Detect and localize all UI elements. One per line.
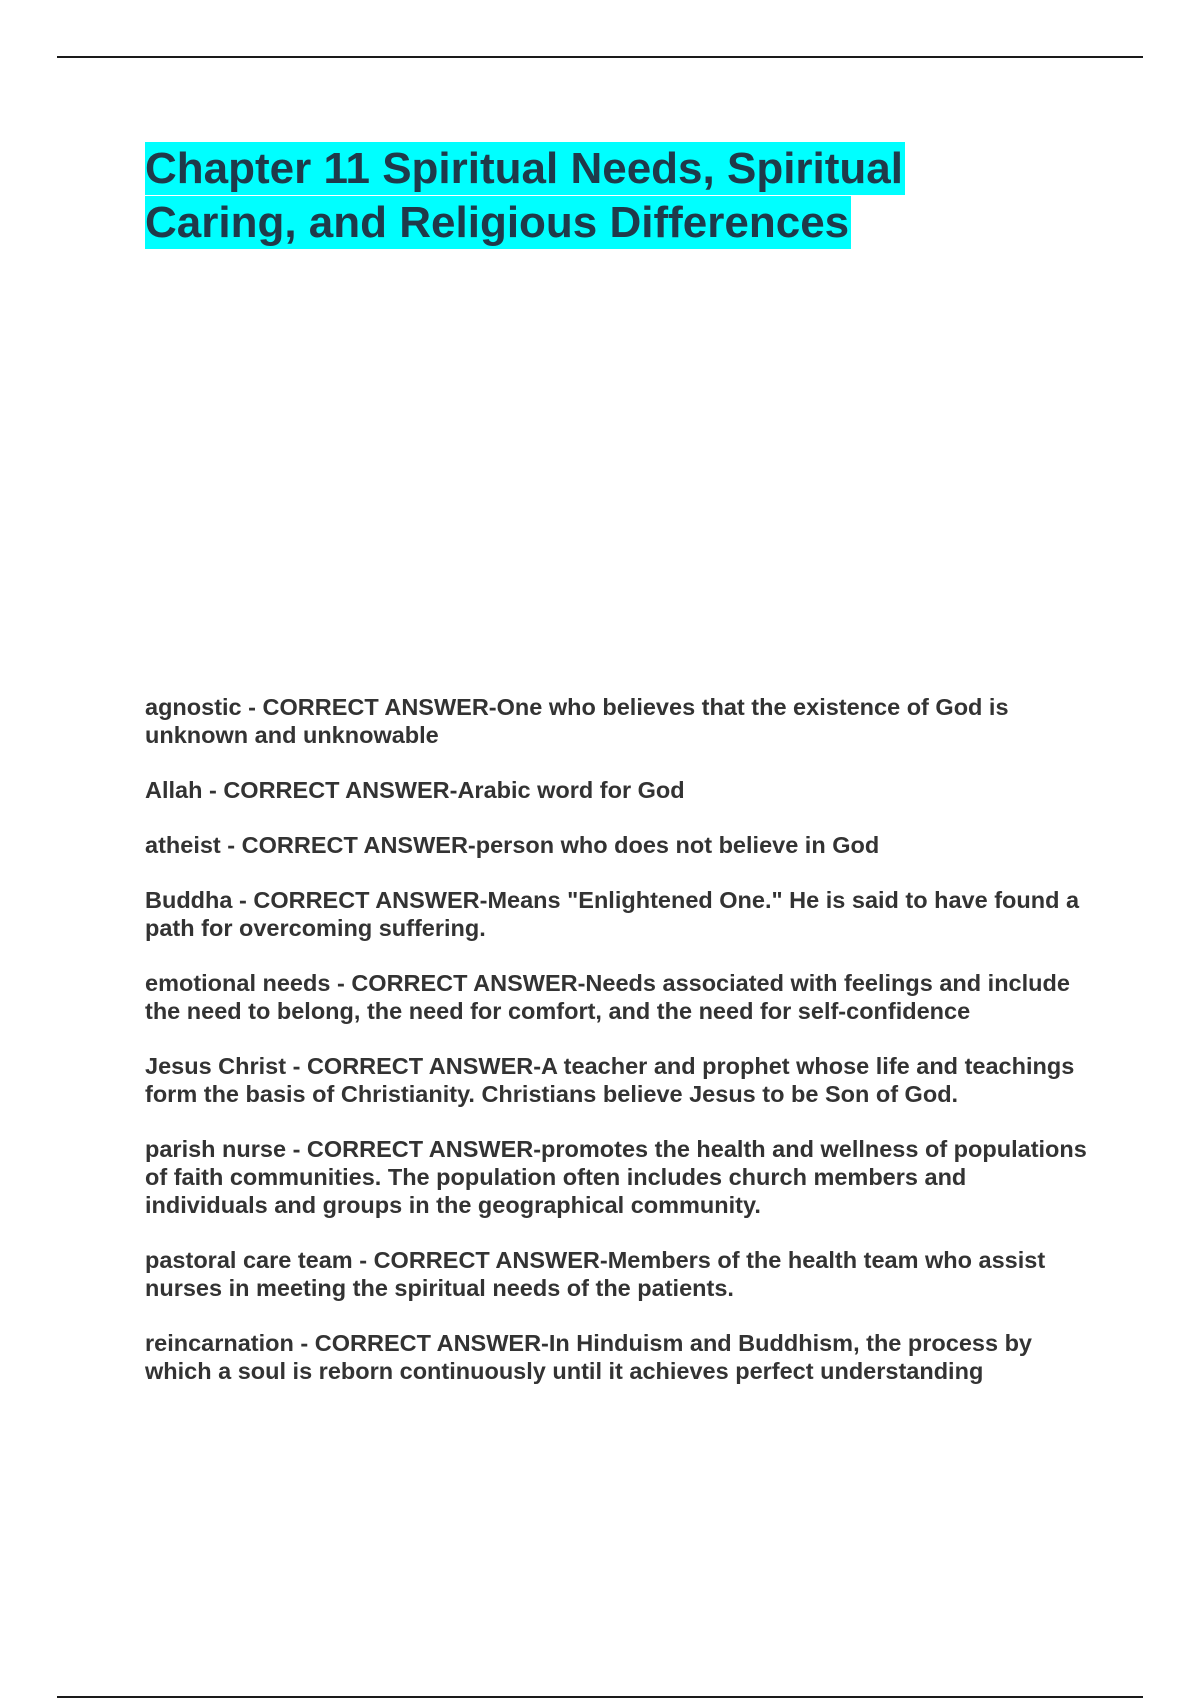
bottom-divider <box>57 1696 1143 1698</box>
flashcard-entry: Buddha - CORRECT ANSWER-Means "Enlightened One." He is said to have found a path for overcoming suffering. <box>145 887 1080 941</box>
flashcard-entry: pastoral care team - CORRECT ANSWER-Members of the health team who assist nurses in meeting the spiritual needs of the patients. <box>145 1247 1046 1301</box>
flashcard-entry: atheist - CORRECT ANSWER-person who does not believe in God <box>145 832 880 858</box>
flashcard-entry: Jesus Christ - CORRECT ANSWER-A teacher and prophet whose life and teachings form the basis of Christianity. Christians believe Jesus to be Son of God. <box>145 1053 1075 1107</box>
title-line-1: Chapter 11 Spiritual Needs, Spiritual <box>145 144 903 193</box>
top-divider <box>57 56 1143 58</box>
flashcard-list <box>145 693 1095 1412</box>
flashcard-entry: Allah - CORRECT ANSWER-Arabic word for God <box>145 777 685 803</box>
page-title <box>145 142 1095 250</box>
flashcard-entry: agnostic - CORRECT ANSWER-One who believes that the existence of God is unknown and unknowable <box>145 694 1009 748</box>
flashcard-entry: parish nurse - CORRECT ANSWER-promotes the health and wellness of populations of faith communities. The population often includes church members and individuals and groups in the geographical community. <box>145 1136 1087 1218</box>
title-line-2: Caring, and Religious Differences <box>145 198 850 247</box>
flashcard-entry: reincarnation - CORRECT ANSWER-In Hinduism and Buddhism, the process by which a soul is reborn continuously until it achieves perfect understanding <box>145 1330 1032 1384</box>
flashcard-entry: emotional needs - CORRECT ANSWER-Needs associated with feelings and include the need to belong, the need for comfort, and the need for self-confidence <box>145 970 1070 1024</box>
